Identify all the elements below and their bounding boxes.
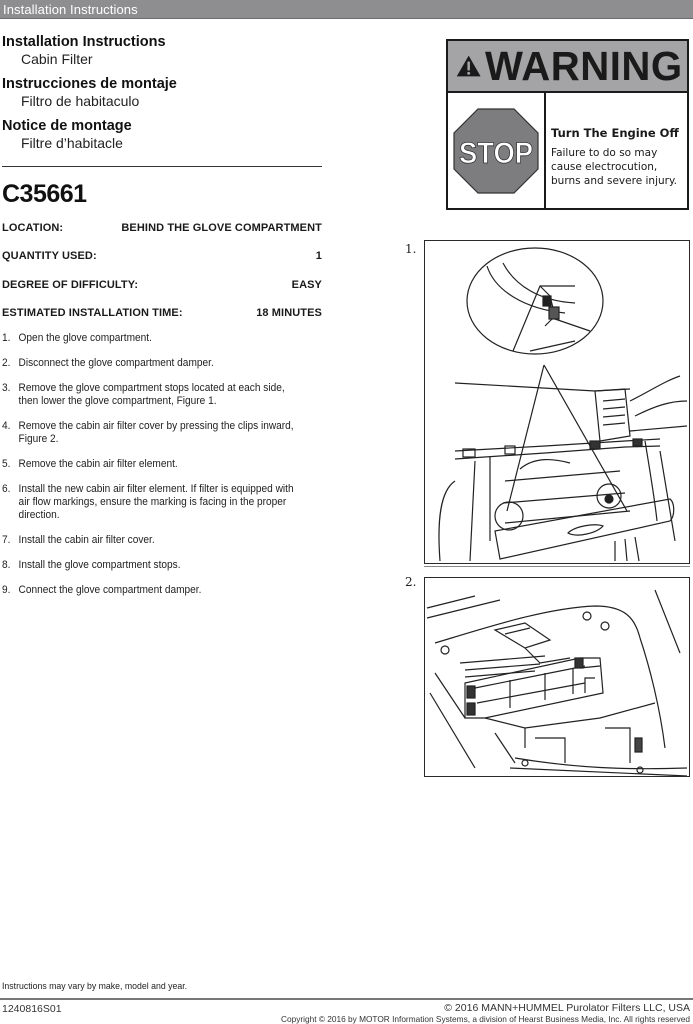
step-text: Connect the glove compartment damper. (18, 584, 202, 596)
step-text: Open the glove compartment. (18, 332, 152, 344)
spec-difficulty (2, 279, 322, 291)
title-main: Installation Instructions (2, 34, 166, 50)
figure-2-label: 2. (405, 575, 417, 589)
step-number: 2. (2, 357, 11, 369)
step-item (2, 382, 306, 408)
svg-text:STOP: STOP (459, 136, 533, 170)
step-number: 9. (2, 584, 11, 596)
step-item (2, 559, 306, 572)
step-text: Remove the cabin air filter cover by pressing the clips inward, Figure 2. (18, 420, 294, 445)
warning-heading: WARNING (485, 42, 683, 89)
step-text: Install the glove compartment stops. (18, 559, 181, 571)
spec-value: BEHIND THE GLOVE COMPARTMENT (121, 222, 322, 234)
spec-quantity (2, 250, 322, 262)
title-main: Notice de montage (2, 118, 132, 134)
spec-label: DEGREE OF DIFFICULTY: (2, 279, 139, 291)
step-text: Remove the glove compartment stops located at each side, then lower the glove compartment, Figure 1. (18, 382, 285, 407)
stop-sign-icon (453, 108, 539, 194)
step-text: Remove the cabin air filter element. (18, 458, 178, 470)
figure-1-label: 1. (405, 242, 417, 256)
spec-label: LOCATION: (2, 222, 64, 234)
cabin-filter-cover-diagram (425, 578, 690, 777)
title-sub: Filtre d’habitacle (21, 135, 123, 151)
title-main: Instrucciones de montaje (2, 76, 177, 92)
step-number: 4. (2, 420, 11, 432)
spec-label: ESTIMATED INSTALLATION TIME: (2, 307, 183, 319)
step-number: 1. (2, 332, 11, 344)
spec-value: 1 (315, 250, 322, 262)
header-title: Installation Instructions (3, 2, 138, 17)
step-item (2, 332, 306, 345)
step-item (2, 420, 306, 446)
step-text: Install the cabin air filter cover. (18, 534, 155, 546)
step-number: 3. (2, 382, 11, 394)
disclaimer-text: Instructions may vary by make, model and year. (2, 981, 188, 992)
warning-line: Failure to do so may (551, 147, 658, 159)
step-item (2, 458, 306, 471)
warning-line: burns and severe injury. (551, 175, 678, 187)
warning-header (448, 41, 687, 93)
spec-value: 18 MINUTES (256, 307, 322, 319)
warning-body (448, 93, 687, 208)
figure-2-image (424, 577, 690, 777)
warning-line: cause electrocution, (551, 161, 658, 173)
title-section (2, 34, 332, 160)
section-divider (2, 166, 322, 167)
step-item (2, 483, 306, 522)
step-text: Disconnect the glove compartment damper. (18, 357, 214, 369)
figure-separator (424, 566, 690, 567)
warning-message-body (551, 146, 687, 188)
title-french (2, 118, 332, 152)
warning-label (446, 39, 689, 210)
spec-label: QUANTITY USED: (2, 250, 97, 262)
document-header-bar (0, 0, 693, 19)
step-item (2, 357, 306, 370)
footer-divider (0, 998, 693, 1000)
copyright-motor: Copyright © 2016 by MOTOR Information Systems, a division of Hearst Business Media, Inc. All rights reserved (281, 1014, 690, 1024)
step-item (2, 534, 306, 547)
step-number: 5. (2, 458, 11, 470)
step-text: Install the new cabin air filter element. If filter is equipped with air flow markings, ensure the marking is facing in the proper direction. (18, 483, 294, 521)
spec-time (2, 307, 322, 319)
stop-sign-cell (448, 93, 546, 208)
step-item (2, 584, 306, 597)
title-sub: Filtro de habitaculo (21, 93, 140, 109)
instruction-steps (2, 332, 306, 609)
glove-compartment-diagram (425, 241, 690, 564)
warning-message-title: Turn The Engine Off (551, 126, 679, 140)
warning-message (546, 93, 687, 208)
step-number: 6. (2, 483, 11, 495)
warning-triangle-icon (456, 51, 481, 81)
figure-1-image (424, 240, 690, 564)
part-number: C35661 (2, 180, 87, 208)
title-spanish (2, 76, 332, 110)
spec-value: EASY (291, 279, 322, 291)
spec-location (2, 222, 322, 234)
step-number: 8. (2, 559, 11, 571)
document-code: 1240816S01 (2, 1003, 62, 1015)
title-english (2, 34, 332, 68)
title-sub: Cabin Filter (21, 51, 93, 67)
copyright-mann-hummel: © 2016 MANN+HUMMEL Purolator Filters LLC, USA (444, 1002, 690, 1014)
step-number: 7. (2, 534, 11, 546)
